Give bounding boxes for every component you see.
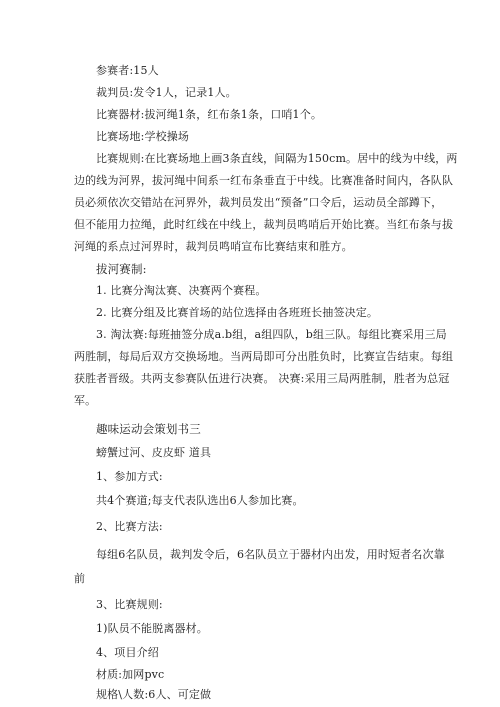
rules-line-1: 比赛规则:在比赛场地上画3条直线，间隔为150cm。居中的线为中线，两 [96,152,458,165]
venue-line: 比赛场地:学校操场 [96,130,190,143]
tug-format-item-1: 1. 比赛分淘汰赛、决赛两个赛程。 [96,284,267,297]
knockout-line-1: 3. 淘汰赛:每班抽签分成a.b组，a组四队，b组三队。每组比赛采用三局 [96,328,447,341]
participation-text: 共4个赛道;每支代表队选出6人参加比赛。 [96,494,304,507]
participation-title: 1、参加方式: [96,470,163,483]
rules-line-4: 但不能用力拉绳，此时红线在中线上，裁判员鸣哨后开始比赛。当红布条与拔 [74,218,454,231]
referees-line: 裁判员:发令1人，记录1人。 [96,86,237,99]
rules-line-3: 员必须依次交错站在河界外，裁判员发出“预备”口令后，运动员全部蹲下， [74,196,443,209]
rules-title: 3、比赛规则: [96,598,163,611]
method-title: 2、比赛方法: [96,520,163,533]
rules-line-5: 河绳的系点过河界时，裁判员鸣哨宣布比赛结束和胜方。 [74,240,353,253]
method-line-1: 每组6名队员，裁判发令后，6名队员立于器材内出发，用时短者名次靠 [96,548,445,561]
tug-format-title: 拔河赛制: [96,262,147,276]
material-line: 材质:加网pvc [96,668,165,681]
event-line: 螃蟹过河、皮皮虾 道具 [96,446,212,459]
rules-item: 1)队员不能脱离器材。 [96,622,208,635]
tug-format-item-2: 2. 比赛分组及比赛首场的站位选择由各班班长抽签决定。 [96,306,379,319]
rules-line-2: 边的线为河界，拔河绳中间系一红布条垂直于中线。比赛准备时间内，各队队 [74,174,454,187]
knockout-line-2: 两胜制，每局后双方交换场地。当两局即可分出胜负时，比赛宣告结束。每组 [74,350,454,363]
method-line-2: 前 [74,572,86,585]
project-title: 4、项目介绍 [96,646,159,659]
equipment-line: 比赛器材:拔河绳1条，红布条1条，口哨1个。 [96,108,323,121]
knockout-line-3: 获胜者晋级。共两支参赛队伍进行决赛。 决赛:采用三局两胜制，胜者为总冠 [74,372,450,385]
spec-line: 规格\人数:6人、可定做 [96,688,212,701]
participants-line: 参赛者:15人 [96,64,159,77]
knockout-line-4: 军。 [74,394,97,407]
section3-title: 趣味运动会策划书三 [96,422,201,436]
